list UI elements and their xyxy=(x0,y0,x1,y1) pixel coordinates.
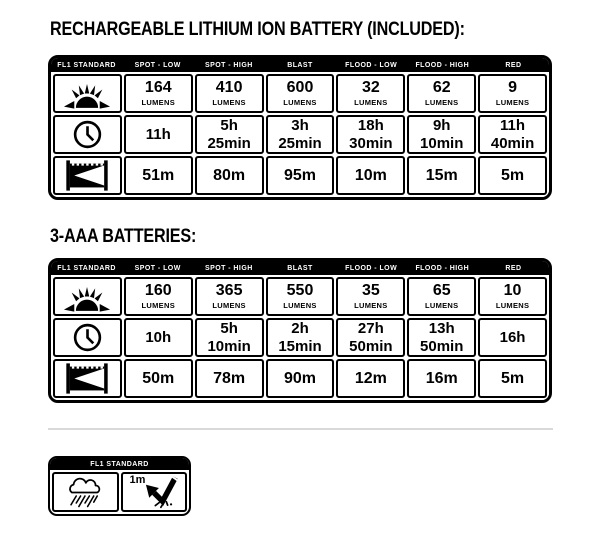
column-header-spot-low: SPOT - LOW xyxy=(134,264,181,272)
column-header-fl1-standard: FL1 STANDARD xyxy=(57,264,116,272)
runtime-value: 10min xyxy=(207,337,251,355)
lumens-cell xyxy=(124,74,193,113)
sunburst-light-output-icon xyxy=(59,76,115,111)
runtime-row-header-cell xyxy=(53,115,122,154)
weather-resistance-cell xyxy=(52,472,119,512)
lumens-unit-label: LUMENS xyxy=(424,98,459,107)
beam-distance-value: 10m xyxy=(354,166,387,184)
section-title-rechargeable: RECHARGEABLE LITHIUM ION BATTERY (INCLUDED): xyxy=(50,19,465,40)
aaa-battery-spec-table xyxy=(48,258,552,403)
lumens-unit-label: LUMENS xyxy=(141,301,175,310)
lumens-value: 62 xyxy=(432,79,451,96)
lumens-value: 600 xyxy=(286,79,314,96)
beam-distance-cell xyxy=(478,156,547,195)
runtime-value: 10h xyxy=(145,328,172,346)
runtime-value: 5h xyxy=(220,117,238,135)
spec-table-body xyxy=(51,72,549,197)
lumens-unit-label: LUMENS xyxy=(354,301,388,310)
runtime-cell xyxy=(478,318,547,357)
runtime-value: 50min xyxy=(349,337,393,355)
beam-distance-cell xyxy=(407,156,476,195)
beam-distance-row-header-cell xyxy=(53,156,122,195)
lumens-value: 160 xyxy=(144,282,172,299)
beam-distance-value: 80m xyxy=(213,166,246,184)
lumens-value: 550 xyxy=(286,282,314,299)
lumens-unit-label: LUMENS xyxy=(212,98,246,107)
runtime-cell xyxy=(336,318,405,357)
lumens-value: 365 xyxy=(215,282,243,299)
spec-table-body xyxy=(51,275,549,400)
lumens-cell xyxy=(195,74,264,113)
runtime-value: 9h xyxy=(432,117,451,135)
lumens-value: 10 xyxy=(503,282,522,299)
drop-height-label: 1m xyxy=(129,474,146,486)
runtime-value: 16h xyxy=(499,328,526,346)
impact-resistance-cell xyxy=(121,472,188,512)
column-header-red: RED xyxy=(505,264,522,272)
column-header-fl1-standard: FL1 STANDARD xyxy=(57,61,116,69)
column-header-flood-low: FLOOD - LOW xyxy=(345,61,398,69)
lumens-unit-label: LUMENS xyxy=(212,301,246,310)
runtime-value: 2h xyxy=(291,320,309,338)
runtime-cell xyxy=(266,318,335,357)
beam-distance-cell xyxy=(124,156,193,195)
lumens-value: 35 xyxy=(361,282,380,299)
beam-distance-value: 95m xyxy=(283,166,316,184)
beam-distance-value: 12m xyxy=(354,369,387,387)
runtime-value: 11h xyxy=(500,117,526,135)
runtime-cell xyxy=(336,115,405,154)
beam-distance-cell xyxy=(336,156,405,195)
column-header-flood-high: FLOOD - HIGH xyxy=(415,264,470,272)
beam-distance-cell xyxy=(124,359,193,398)
spec-table-header-row xyxy=(51,58,549,72)
beam-distance-cell xyxy=(336,359,405,398)
beam-distance-cell xyxy=(478,359,547,398)
column-header-spot-high: SPOT - HIGH xyxy=(204,264,253,272)
fl1-standard-badge xyxy=(48,456,191,516)
lumens-cell xyxy=(478,74,547,113)
beam-distance-value: 16m xyxy=(425,369,458,387)
rain-cloud-weather-resistance-icon xyxy=(62,475,108,510)
beam-distance-value: 5m xyxy=(501,369,525,387)
runtime-value: 50min xyxy=(420,337,464,355)
fl1-badge-cells xyxy=(50,470,189,514)
lumens-cell xyxy=(124,277,193,316)
fl1-badge-header xyxy=(50,458,189,470)
flashlight-beam-distance-icon xyxy=(63,158,111,193)
lumens-unit-label: LUMENS xyxy=(495,301,530,310)
runtime-cell xyxy=(478,115,547,154)
beam-distance-cell xyxy=(266,359,335,398)
runtime-cell xyxy=(407,318,476,357)
runtime-value: 15min xyxy=(278,337,322,355)
runtime-cell xyxy=(407,115,476,154)
clock-runtime-icon xyxy=(71,118,104,151)
lumens-cell xyxy=(195,277,264,316)
lumens-cell xyxy=(266,74,335,113)
lumens-value: 164 xyxy=(144,79,172,96)
beam-distance-cell xyxy=(195,359,264,398)
runtime-cell xyxy=(124,318,193,357)
column-header-flood-low: FLOOD - LOW xyxy=(345,264,398,272)
beam-distance-value: 78m xyxy=(213,369,246,387)
runtime-value: 10min xyxy=(420,134,464,152)
rechargeable-spec-table xyxy=(48,55,552,200)
beam-distance-row-header-cell xyxy=(53,359,122,398)
lumens-cell xyxy=(478,277,547,316)
beam-distance-value: 50m xyxy=(142,369,175,387)
lumens-unit-label: LUMENS xyxy=(354,98,388,107)
runtime-value: 27h xyxy=(357,320,384,338)
beam-distance-value: 5m xyxy=(501,166,525,184)
runtime-row-header-cell xyxy=(53,318,122,357)
runtime-cell xyxy=(124,115,193,154)
beam-distance-cell xyxy=(195,156,264,195)
column-header-spot-high: SPOT - HIGH xyxy=(204,61,253,69)
light-output-row-header-cell xyxy=(53,74,122,113)
lumens-value: 9 xyxy=(508,79,518,96)
runtime-value: 13h xyxy=(428,320,455,338)
lumens-cell xyxy=(266,277,335,316)
lumens-unit-label: LUMENS xyxy=(141,98,175,107)
beam-distance-cell xyxy=(266,156,335,195)
column-header-blast: BLAST xyxy=(287,264,313,272)
runtime-value: 30min xyxy=(349,134,393,152)
beam-distance-value: 15m xyxy=(425,166,458,184)
flashlight-beam-distance-icon xyxy=(63,361,111,396)
runtime-value: 18h xyxy=(357,117,384,135)
column-header-flood-high: FLOOD - HIGH xyxy=(415,61,470,69)
section-divider xyxy=(48,428,553,430)
lumens-value: 65 xyxy=(432,282,451,299)
lumens-unit-label: LUMENS xyxy=(283,98,317,107)
fl1-badge-title: FL1 STANDARD xyxy=(90,460,149,468)
lumens-cell xyxy=(336,74,405,113)
runtime-cell xyxy=(195,115,264,154)
runtime-value: 40min xyxy=(490,134,535,152)
lumens-unit-label: LUMENS xyxy=(495,98,530,107)
runtime-cell xyxy=(195,318,264,357)
runtime-value: 11h xyxy=(145,125,171,143)
lumens-cell xyxy=(407,74,476,113)
beam-distance-value: 51m xyxy=(142,166,175,184)
lumens-value: 410 xyxy=(215,79,243,96)
lumens-unit-label: LUMENS xyxy=(283,301,317,310)
light-output-row-header-cell xyxy=(53,277,122,316)
lumens-cell xyxy=(336,277,405,316)
lumens-cell xyxy=(407,277,476,316)
clock-runtime-icon xyxy=(71,321,104,354)
beam-distance-value: 90m xyxy=(283,369,316,387)
runtime-value: 3h xyxy=(291,117,309,135)
column-header-blast: BLAST xyxy=(287,61,313,69)
column-header-red: RED xyxy=(505,61,522,69)
runtime-value: 25min xyxy=(278,134,322,152)
lumens-value: 32 xyxy=(361,79,380,96)
lumens-unit-label: LUMENS xyxy=(424,301,459,310)
column-header-spot-low: SPOT - LOW xyxy=(134,61,181,69)
sunburst-light-output-icon xyxy=(59,279,115,314)
runtime-value: 5h xyxy=(220,320,238,338)
section-title-3aaa: 3-AAA BATTERIES: xyxy=(50,226,197,247)
runtime-value: 25min xyxy=(207,134,251,152)
beam-distance-cell xyxy=(407,359,476,398)
runtime-cell xyxy=(266,115,335,154)
spec-table-header-row xyxy=(51,261,549,275)
